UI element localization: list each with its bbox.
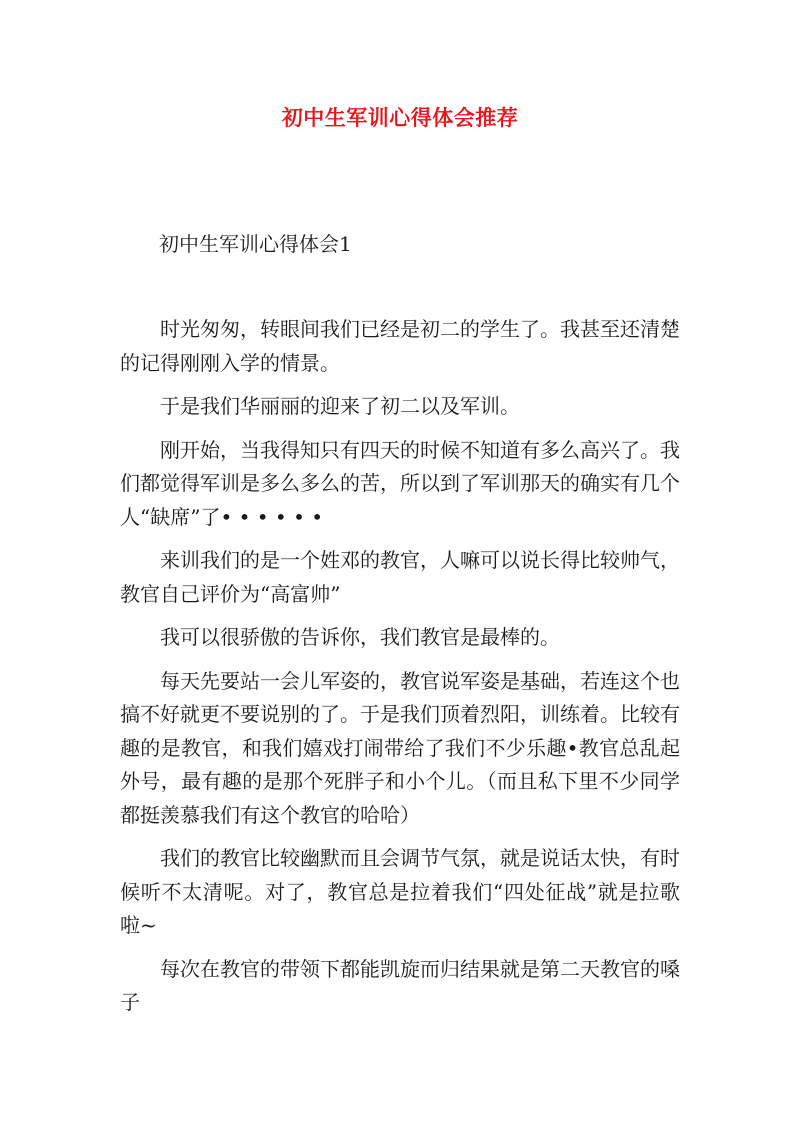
paragraph: 每次在教官的带领下都能凯旋而归结果就是第二天教官的嗓子 bbox=[120, 956, 680, 1014]
document-body bbox=[120, 313, 680, 1030]
paragraph: 每天先要站一会儿军姿的，教官说军姿是基础，若连这个也搞不好就更不要说别的了。于是我们顶着烈阳，训练着。比较有趣的是教官，和我们嬉戏打闹带给了我们不少乐趣•教官总乱起外号，最有趣的是那个死胖子和小个儿。（而且私下里不少同学都挺羡慕我们有这个教官的哈哈） bbox=[120, 668, 680, 827]
paragraph: 我可以很骄傲的告诉你，我们教官是最棒的。 bbox=[160, 625, 560, 649]
paragraph: 我们的教官比较幽默而且会调节气氛，就是说话太快，有时候听不太清呢。对了，教官总是拉着我们“四处征战”就是拉歌啦~ bbox=[120, 846, 680, 937]
document-title: 初中生军训心得体会推荐 bbox=[281, 105, 519, 130]
section-heading: 初中生军训心得体会1 bbox=[159, 232, 352, 256]
paragraph: 时光匆匆，转眼间我们已经是初二的学生了。我甚至还清楚的记得刚刚入学的情景。 bbox=[120, 317, 680, 375]
paragraph: 来训我们的是一个姓邓的教官，人嘛可以说长得比较帅气，教官自己评价为“高富帅” bbox=[120, 548, 680, 606]
paragraph: 刚开始，当我得知只有四天的时候不知道有多么高兴了。我们都觉得军训是多么多么的苦，所以到了军训那天的确实有几个人“缺席”了• • • • • • bbox=[120, 437, 680, 529]
paragraph: 于是我们华丽丽的迎来了初二以及军训。 bbox=[160, 394, 520, 418]
